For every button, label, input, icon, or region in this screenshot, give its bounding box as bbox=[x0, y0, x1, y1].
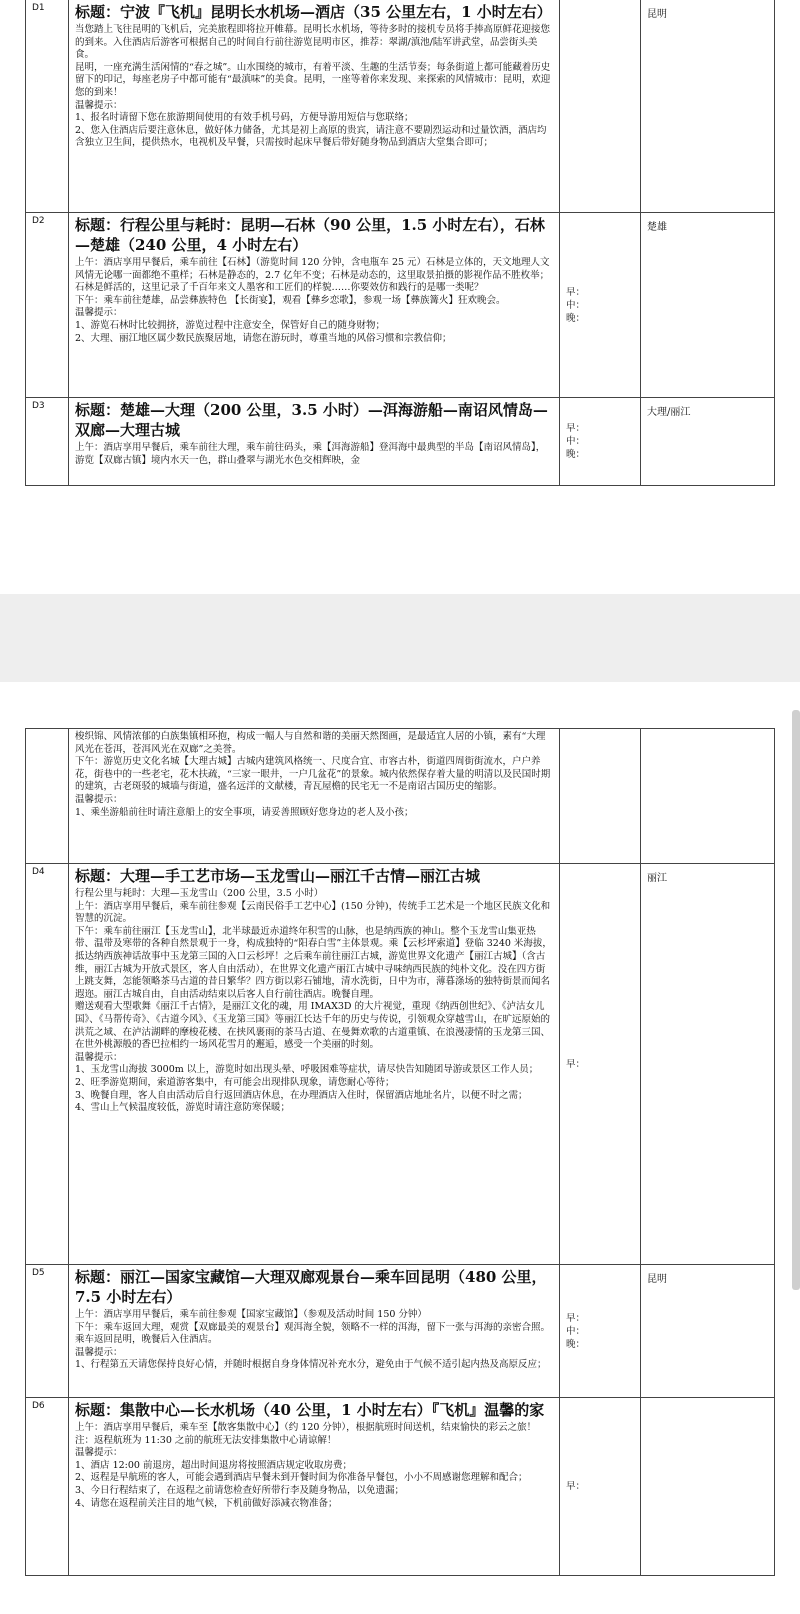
day-label: D3 bbox=[26, 398, 69, 486]
day-content bbox=[69, 0, 560, 213]
paragraph: 下午：乘车返回大理，观赏【双廊最美的观景台】观洱海全貌，领略不一样的洱海，留下一张与洱海的亲密合照。乘车返回昆明，晚餐后入住酒店。 bbox=[75, 1321, 551, 1346]
tip-item: 2、返程是早航班的客人，可能会遇到酒店早餐未到开餐时间为你准备早餐包，小小不周感谢您理解和配合； bbox=[75, 1472, 528, 1484]
day-label: D4 bbox=[26, 864, 69, 1265]
paragraph: 梭织锦、风情浓郁的白族集镇相环抱，构成一幅人与自然和谐的美丽天然图画，是最适宜人居的小镇，素有“大理风光在苍洱，苍洱风光在双廊”之美誉。 bbox=[75, 731, 546, 755]
meals-cell bbox=[560, 213, 641, 398]
meal-dinner: 晚： bbox=[566, 312, 586, 324]
meal-lunch: 中： bbox=[566, 436, 586, 447]
meal-breakfast: 早： bbox=[566, 423, 586, 434]
paragraph: 注：返程航班为 11:30 之前的航班无法安排集散中心请谅解！ bbox=[75, 1434, 337, 1446]
day-title: 标题：楚雄—大理（200 公里，3.5 小时）—洱海游船—南诏风情岛—双廊—大理古城 bbox=[75, 401, 548, 439]
day-content bbox=[69, 398, 560, 486]
day-content bbox=[69, 213, 560, 398]
paragraph: 下午：乘车前往楚雄，品尝彝族特色 【长街宴】，观看【彝乡恋歌】，参观一场【彝族篝火】狂欢晚会。 bbox=[75, 294, 506, 306]
paragraph: 当您踏上飞往昆明的飞机后，完美旅程即将拉开帷幕。昆明长水机场，等待多时的接机专员将手捧高原鲜花迎接您的到来。入住酒店后游客可根据自己的时间自行前往游览昆明市区，推荐：翠湖/滇池/陆军讲武堂，品尝街头美食。 bbox=[75, 24, 551, 61]
paragraph: 上午：酒店享用早餐后，乘车前往大理，乘车前往码头，乘【洱海游船】登洱海中最典型的半岛【南诏风情岛】，游览【双廊古镇】境内水天一色，群山叠翠与湖光水色交相辉映，金 bbox=[75, 442, 546, 466]
page-2 bbox=[0, 682, 800, 1614]
day-label: D2 bbox=[26, 213, 69, 398]
page-1 bbox=[0, 0, 800, 594]
tip-item: 2、您入住酒店后要注意休息，做好体力储备，尤其是初上高原的贵宾，请注意不要剧烈运动和过量饮酒，酒店均含独立卫生间，提供热水，电视机及早餐，只需按时起床早餐后带好随身物品到酒店大堂集合即可； bbox=[75, 124, 547, 149]
table-row bbox=[26, 1265, 775, 1398]
paragraph: 昆明，一座充满生活闲情的“春之城”。山水围绕的城市，有着平淡、生趣的生活节奏；每条街道上都可能藏着历史留下的印记，每座老房子中都可能有“最滇味”的美食。昆明，一座等着你来发现、来探索的风情城市：昆明，欢迎您的到来！ bbox=[75, 61, 551, 98]
tip-item: 1、玉龙雪山海拔 3000m 以上，游览时如出现头晕、呼吸困难等症状，请尽快告知随团导游或景区工作人员； bbox=[75, 1064, 539, 1076]
day-title: 标题：行程公里与耗时：昆明—石林（90 公里，1.5 小时左右），石林—楚雄（240 公里，4 小时左右） bbox=[75, 216, 545, 254]
table-row bbox=[26, 398, 775, 486]
paragraph: 上午：酒店享用早餐后，乘车前往参观【国家宝藏馆】（参观及活动时间 150 分钟） bbox=[75, 1309, 427, 1320]
table-row bbox=[26, 1398, 775, 1576]
meals-cell bbox=[560, 398, 641, 486]
table-row bbox=[26, 864, 775, 1265]
paragraph: 上午：酒店享用早餐后，乘车前往【石林】（游览时间 120 分钟，含电瓶车 25 元）石林是立体的，天文地理人文风情无论哪一面都绝不重样；石林是静态的，2.7 亿年不变；石林是动态的，这里取景拍摄的影视作品不胜枚举；石林是鲜活的，这里记录了千百年来文人墨客和工匠们的样貌……你要效仿和践行的是哪一类呢？ bbox=[75, 257, 550, 294]
day-content bbox=[69, 729, 560, 864]
tip-item: 1、乘坐游船前往时请注意船上的安全事项，请妥善照顾好您身边的老人及小孩； bbox=[75, 806, 414, 818]
city-cell: 昆明 bbox=[641, 0, 775, 213]
tips-heading: 温馨提示： bbox=[75, 1346, 123, 1358]
day-content bbox=[69, 1398, 560, 1576]
day-title: 标题：宁波『飞机』昆明长水机场—酒店（35 公里左右，1 小时左右） bbox=[75, 3, 552, 21]
page-gap bbox=[0, 594, 800, 682]
paragraph: 上午：酒店享用早餐后，乘车至【散客集散中心】（约 120 分钟），根据航班时间送机，结束愉快的彩云之旅！ bbox=[75, 1422, 537, 1433]
tips-heading: 温馨提示： bbox=[75, 1447, 123, 1459]
meals-cell bbox=[560, 729, 641, 864]
meals-cell bbox=[560, 0, 641, 213]
paragraph: 下午：乘车前往丽江【玉龙雪山】，北半球最近赤道终年积雪的山脉，也是纳西族的神山。整个玉龙雪山集亚热带、温带及寒带的各种自然景观于一身，构成独特的“阳春白雪”主体景观。乘【云杉坪索道】登临 3240 米海拔，抵达纳西族神话故事中玉龙第三国的入口云杉坪！之后乘车前往丽江古城，游览世界文化遗产【丽江古城】（含古维，丽江古城为开放式景区，客人自由活动），在世界文化遗产丽江古城中寻味纳西民族的纯朴文化。没在四方街上跳支舞，怎能领略茶马古道的昔日繁华？四方街以彩石铺地，清水洗街，日中为市，薄暮涤场的独特街景而闻名遐迩。丽江古城自由，自由活动结束以后客人自行前往酒店。晚餐自理。 bbox=[75, 925, 552, 1000]
meals-cell bbox=[560, 1265, 641, 1398]
city-cell bbox=[641, 729, 775, 864]
day-title: 标题：集散中心—长水机场（40 公里，1 小时左右）『飞机』温馨的家 bbox=[75, 1401, 545, 1419]
meal-dinner: 晚： bbox=[566, 449, 586, 460]
tip-item: 4、请您在返程前关注目的地气候，下机前做好添减衣物准备； bbox=[75, 1497, 338, 1509]
day-label bbox=[26, 729, 69, 864]
paragraph: 赠送观看大型歌舞《丽江千古情》，是丽江文化的魂，用 IMAX3D 的大片视觉，重现《纳西创世纪》、《泸沽女儿国》、《马帮传奇》、《古道今风》、《玉龙第三国》等丽江长达千年的历史与传说，引领观众穿越雪山，在旷远原始的洪荒之域、在泸沽湖畔的摩梭花楼、在挟风裹雨的茶马古道、在曼舞欢歌的古道重镇、在浪漫凄情的玉龙第三国、在世外桃源般的香巴拉相约一场风花雪月的邂逅，感受一个美丽的时刻。 bbox=[75, 1001, 551, 1051]
city-cell: 丽江 bbox=[641, 864, 775, 1265]
meal-lunch: 中： bbox=[566, 299, 586, 311]
meal-dinner: 晚： bbox=[566, 1338, 586, 1350]
tip-item: 3、晚餐自理，客人自由活动后自行返回酒店休息，在办理酒店入住时，保留酒店地址名片，以便不时之需； bbox=[75, 1089, 528, 1101]
tip-item: 4、雪山上气候温度较低，游览时请注意防寒保暖； bbox=[75, 1102, 291, 1114]
meals-cell bbox=[560, 864, 641, 1265]
tip-item: 1、游览石林时比较拥挤，游览过程中注意安全，保管好自己的随身财物； bbox=[75, 319, 386, 331]
day-content bbox=[69, 1265, 560, 1398]
tips-heading: 温馨提示： bbox=[75, 793, 123, 805]
table-row bbox=[26, 729, 775, 864]
paragraph: 上午：酒店享用早餐后，乘车前往参观【云南民俗手工艺中心】(150 分钟)，传统手工艺术是一个地区民族文化和智慧的沉淀。 bbox=[75, 900, 551, 925]
table-row bbox=[26, 0, 775, 213]
meals-cell bbox=[560, 1398, 641, 1576]
vertical-scrollbar[interactable] bbox=[792, 710, 800, 1290]
meal-lunch: 中： bbox=[566, 1325, 586, 1337]
paragraph: 下午：游览历史文化名城【大理古城】古城内建筑风格统一、尺度合宜、市容古朴，街道四周街街流水，户户养花，街巷中的一些老宅，花木扶疏，“三家一眼井，一户几盆花”的景象。城内依然保存着大量的明清以及民国时期的建筑，古老斑驳的城墙与街道，盛名远洋的文献楼，青瓦屋檐的民宅无一不是南诏古国历史的缩影。 bbox=[75, 756, 551, 793]
city-cell: 大理/丽江 bbox=[641, 398, 775, 486]
meal-breakfast: 早： bbox=[566, 286, 586, 298]
city-cell: 楚雄 bbox=[641, 213, 775, 398]
tips-heading: 温馨提示： bbox=[75, 1051, 123, 1063]
day-content bbox=[69, 864, 560, 1265]
tip-item: 3、今日行程结束了，在返程之前请您检查好所带行李及随身物品，以免遗漏； bbox=[75, 1484, 405, 1496]
tip-item: 1、行程第五天请您保持良好心情，并随时根据自身身体情况补充水分，避免由于气候不适引起内热及高原反应； bbox=[75, 1359, 547, 1371]
tips-heading: 温馨提示： bbox=[75, 99, 123, 111]
itinerary-table-page-2 bbox=[25, 728, 775, 1576]
day-label: D6 bbox=[26, 1398, 69, 1576]
day-title: 标题：大理—手工艺市场—玉龙雪山—丽江千古情—丽江古城 bbox=[75, 867, 481, 885]
tip-item: 2、旺季游览期间，索道游客集中，有可能会出现排队现象，请您耐心等待； bbox=[75, 1076, 395, 1088]
paragraph: 行程公里与耗时：大理—玉龙雪山（200 公里，3.5 小时） bbox=[75, 888, 324, 899]
tips-heading: 温馨提示： bbox=[75, 307, 123, 319]
day-title: 标题：丽江—国家宝藏馆—大理双廊观景台—乘车回昆明（480 公里，7.5 小时左右） bbox=[75, 1268, 547, 1306]
tip-item: 2、大理、丽江地区属少数民族聚居地，请您在游玩时，尊重当地的风俗习惯和宗教信仰； bbox=[75, 332, 452, 344]
city-cell bbox=[641, 1398, 775, 1576]
tip-item: 1、报名时请留下您在旅游期间使用的有效手机号码，方便导游用短信与您联络； bbox=[75, 112, 414, 124]
city-cell: 昆明 bbox=[641, 1265, 775, 1398]
table-row bbox=[26, 213, 775, 398]
itinerary-table-page-1 bbox=[25, 0, 775, 486]
tip-item: 1、酒店 12:00 前退房，超出时间退房将按照酒店规定收取房费； bbox=[75, 1459, 352, 1471]
day-label: D5 bbox=[26, 1265, 69, 1398]
meal-breakfast: 早： bbox=[566, 1312, 586, 1324]
meal-breakfast: 早： bbox=[566, 1481, 586, 1492]
day-label: D1 bbox=[26, 0, 69, 213]
meal-breakfast: 早： bbox=[566, 1058, 586, 1070]
